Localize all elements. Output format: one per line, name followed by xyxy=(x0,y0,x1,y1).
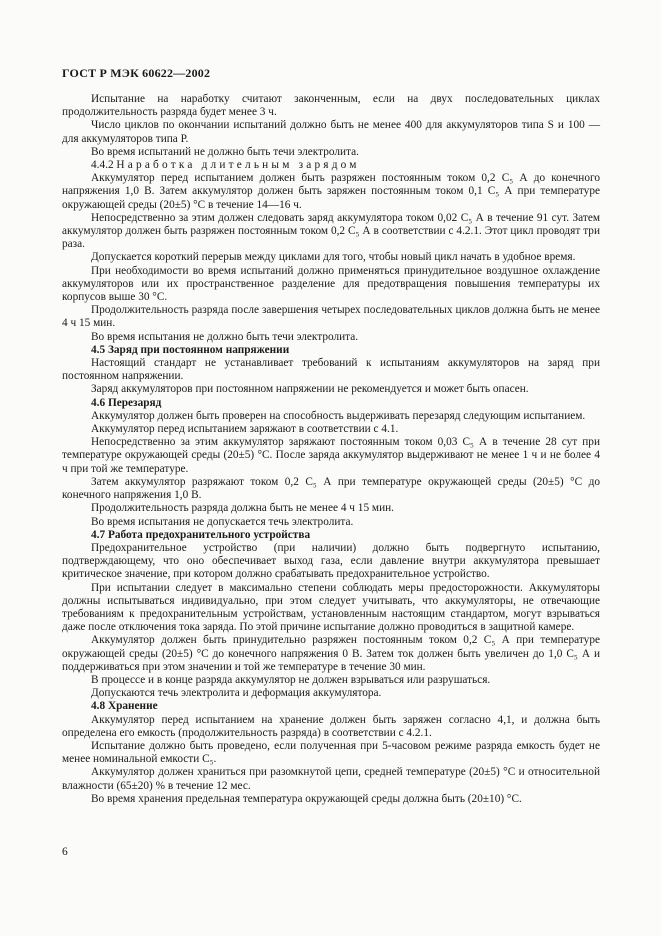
paragraph: При испытании следует в максимально степени соблюдать меры предосторожности. Аккумуляторы должны испытываться индивидуально, при этом следует учитывать, что аккумуляторы, не отвечающие требованиям к предохранительным устройствам, установленным настоящим стандартом, могут взрываться даже после отключения тока заряда. По этой причине испытание должно проводиться в защитной камере. xyxy=(62,581,600,634)
paragraph: Испытание на наработку считают законченным, если на двух последовательных циклах продолжительность разряда будет менее 3 ч. xyxy=(62,93,600,119)
subsection-number: 4.4.2 xyxy=(91,159,114,172)
paragraph: Предохранительное устройство (при наличии) должно быть подвергнуто испытанию, подтверждающему, что оно обеспечивает выход газа, если давление внутри аккумулятора превышает критическое значение, при котором должно срабатывать предохранительное устройство. xyxy=(62,541,600,581)
paragraph: Аккумулятор перед испытанием заряжают в соответствии с 4.1. xyxy=(91,423,399,436)
paragraph: Заряд аккумуляторов при постоянном напряжении не рекомендуется и может быть опасен. xyxy=(91,383,529,396)
paragraph: Настоящий стандарт не устанавливает требований к испытаниям аккумуляторов на заряд при постоянном напряжении. xyxy=(62,357,600,383)
section-heading: 4.8 Хранение xyxy=(91,700,158,713)
document-body xyxy=(62,93,600,806)
paragraph: При необходимости во время испытаний должно применяться принудительное воздушное охлаждение аккумуляторов или их пространственное разделение для предотвращения повышения температуры их корпусов выше 30 °С. xyxy=(62,264,600,304)
paragraph: Аккумулятор должен быть принудительно разряжен постоянным током 0,2 C₅ А при температуре окружающей среды (20±5) °С до конечного напряжения 0 В. Затем ток должен быть увеличен до 1,0 C₅ А и поддерживаться при этом значении и той же температуре в течение 30 мин. xyxy=(62,634,600,673)
paragraph: Испытание должно быть проведено, если полученная при 5-часовом режиме разряда емкость будет не менее номинальной емкости C₅. xyxy=(62,739,600,766)
subsection-title: Наработка длительным зарядом xyxy=(116,159,360,172)
paragraph: Продолжительность разряда должна быть не менее 4 ч 15 мин. xyxy=(91,502,394,515)
section-heading: 4.5 Заряд при постоянном напряжении xyxy=(91,343,290,356)
paragraph: Во время хранения предельная температура окружающей среды должна быть (20±10) °С. xyxy=(91,792,522,805)
paragraph: Затем аккумулятор разряжают током 0,2 C₅ А при температуре окружающей среды (20±5) °С до конечного напряжения 1,0 В. xyxy=(62,475,600,502)
document-header: ГОСТ Р МЭК 60622—2002 xyxy=(62,66,211,80)
paragraph: В процессе и в конце разряда аккумулятор не должен взрываться или разрушаться. xyxy=(91,673,491,686)
section-heading: 4.7 Работа предохранительного устройства xyxy=(91,528,311,541)
paragraph: Число циклов по окончании испытаний должно быть не менее 400 для аккумуляторов типа S и 100 — для аккумуляторов типа Р. xyxy=(62,119,600,145)
paragraph: Продолжительность разряда после завершения четырех последовательных циклов должна быть не менее 4 ч 15 мин. xyxy=(62,304,600,330)
paragraph: Аккумулятор должен быть проверен на способность выдерживать перезаряд следующим испытанием. xyxy=(91,409,586,422)
paragraph: Во время испытания не допускается течь электролита. xyxy=(91,515,354,528)
paragraph: Непосредственно за этим аккумулятор заряжают постоянным током 0,03 C₅ А в течение 28 сут при температуре окружающей среды (20±5) °С. После заряда аккумулятор выдерживают не менее 1 ч и не более 4 ч при той же температуре. xyxy=(62,436,600,475)
paragraph: Допускается короткий перерыв между циклами для того, чтобы новый цикл начать в удобное время. xyxy=(91,251,576,264)
paragraph: Непосредственно за этим должен следовать заряд аккумулятора током 0,02 C₅ А в течение 91 сут. Затем аккумулятор должен быть разряжен постоянным током 0,2 C₅ А в соответствии с 4.2.1. Этот цикл проводят три раза. xyxy=(62,211,600,251)
paragraph: Аккумулятор должен храниться при разомкнутой цепи, средней температуре (20±5) °С и относительной влажности (65±20) % в течение 12 мес. xyxy=(62,766,600,792)
paragraph: Во время испытания не должно быть течи электролита. xyxy=(91,330,359,343)
paragraph: Во время испытаний не должно быть течи электролита. xyxy=(91,145,359,158)
section-heading: 4.6 Перезаряд xyxy=(91,396,162,409)
paragraph: Аккумулятор перед испытанием должен быть разряжен постоянным током 0,2 C₅ А до конечного напряжения 1,0 В. Затем аккумулятор должен быть заряжен постоянным током 0,1 C₅ А при температуре окружающей среды (20±5) °С в течение 14—16 ч. xyxy=(62,172,600,211)
paragraph: Аккумулятор перед испытанием на хранение должен быть заряжен согласно 4,1, и должна быть определена его емкость (продолжительность разряда) в соответствии с 4.2.1. xyxy=(62,713,600,739)
subsection-heading xyxy=(62,159,600,172)
paragraph: Допускаются течь электролита и деформация аккумулятора. xyxy=(91,687,382,700)
page-number: 6 xyxy=(62,846,68,858)
